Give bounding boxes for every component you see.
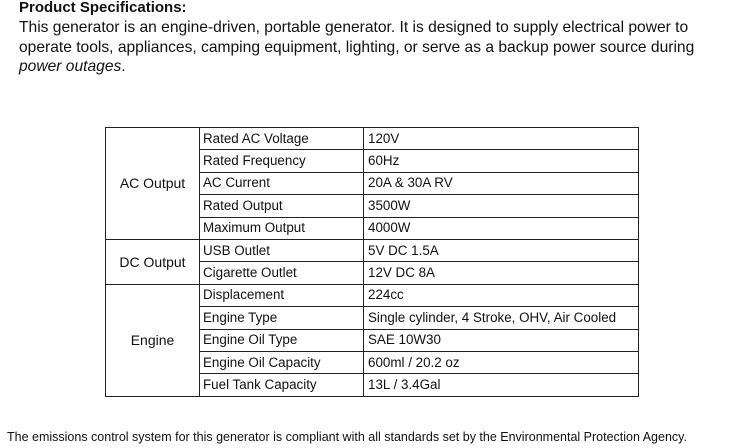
- spec-value: 120V: [364, 128, 639, 150]
- spec-label: USB Outlet: [200, 239, 364, 261]
- spec-label: Maximum Output: [200, 217, 364, 239]
- spec-label: Engine Oil Type: [200, 329, 364, 351]
- table-row: [106, 239, 639, 261]
- group-engine: Engine: [106, 284, 200, 396]
- spec-label: AC Current: [200, 172, 364, 194]
- spec-label: Rated Output: [200, 195, 364, 217]
- spec-label: Engine Oil Capacity: [200, 351, 364, 373]
- spec-label: Cigarette Outlet: [200, 262, 364, 284]
- spec-label: Rated Frequency: [200, 150, 364, 172]
- spec-value: SAE 10W30: [364, 329, 639, 351]
- spec-label: Rated AC Voltage: [200, 128, 364, 150]
- spec-value: 20A & 30A RV: [364, 172, 639, 194]
- spec-value: 12V DC 8A: [364, 262, 639, 284]
- spec-value: Single cylinder, 4 Stroke, OHV, Air Cooled: [364, 307, 639, 329]
- group-ac-output: AC Output: [106, 128, 200, 240]
- intro-text: This generator is an engine-driven, portable generator. It is designed to supply electrical power to operate tools, appliances, camping equipment, lighting, or serve as a backup power source during: [19, 19, 695, 56]
- spec-value: 60Hz: [364, 150, 639, 172]
- page-heading: Product Specifications:: [19, 0, 187, 16]
- spec-label: Fuel Tank Capacity: [200, 374, 364, 396]
- intro-emphasis: power outages: [19, 58, 122, 75]
- table-row: [106, 284, 639, 306]
- group-dc-output: DC Output: [106, 239, 200, 284]
- spec-table: [105, 127, 639, 397]
- spec-label: Displacement: [200, 284, 364, 306]
- spec-value: 3500W: [364, 195, 639, 217]
- spec-value: 5V DC 1.5A: [364, 239, 639, 261]
- spec-value: 600ml / 20.2 oz: [364, 351, 639, 373]
- table-row: [106, 128, 639, 150]
- spec-label: Engine Type: [200, 307, 364, 329]
- spec-value: 13L / 3.4Gal: [364, 374, 639, 396]
- intro-paragraph: [19, 18, 734, 77]
- intro-end: .: [121, 58, 126, 75]
- spec-value: 224cc: [364, 284, 639, 306]
- compliance-note: The emissions control system for this generator is compliant with all standards set by the Environmental Protection Agency.: [7, 430, 687, 444]
- spec-value: 4000W: [364, 217, 639, 239]
